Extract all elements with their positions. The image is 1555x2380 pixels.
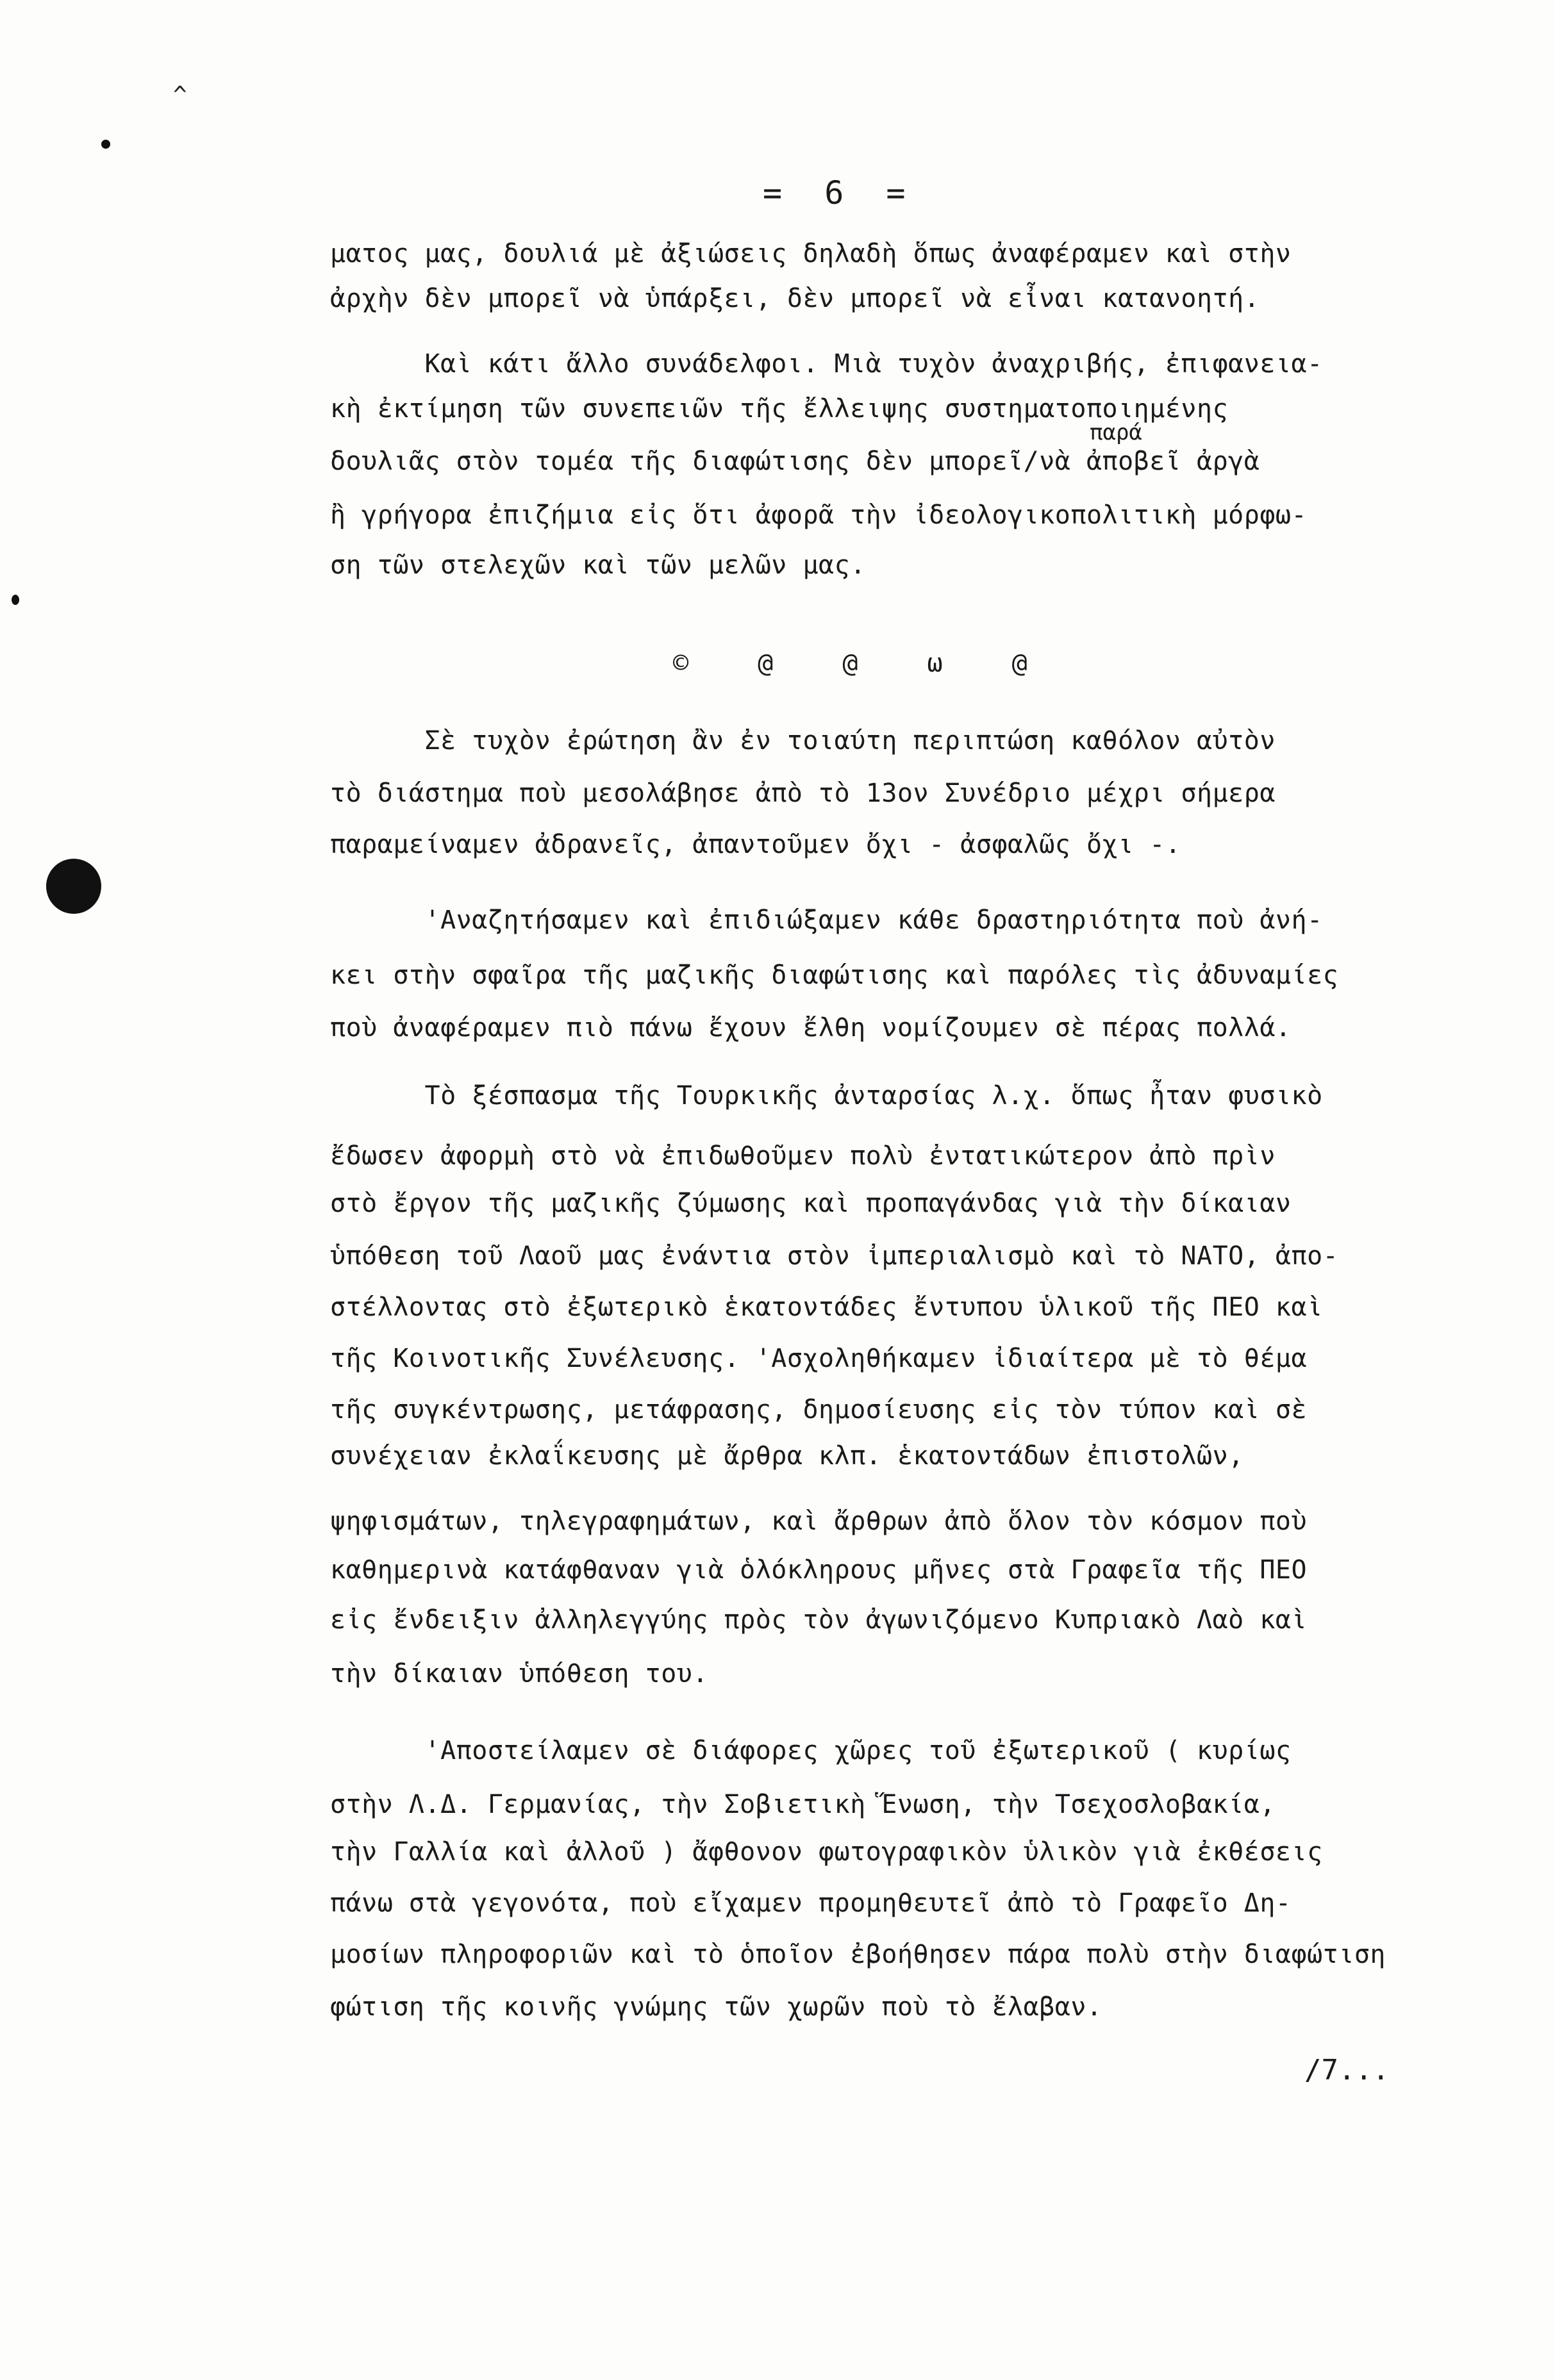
text-line: τὴν δίκαιαν ὑπόθεση του. [330, 1659, 708, 1689]
text-line: ἔδωσεν ἀφορμὴ στὸ νὰ ἐπιδωθοῦμεν πολὺ ἐντατικώτερον ἀπὸ πρὶν [330, 1141, 1276, 1171]
text-line: ποὺ ἀναφέραμεν πιὸ πάνω ἔχουν ἔλθη νομίζουμεν σὲ πέρας πολλά. [330, 1013, 1292, 1043]
scan-dot [12, 595, 19, 605]
punch-hole-large [46, 859, 101, 914]
scan-dot [101, 140, 110, 149]
text-line: στὸ ἔργον τῆς μαζικῆς ζύμωσης καὶ προπαγάνδας γιὰ τὴν δίκαιαν [330, 1189, 1292, 1218]
text-line: ἢ γρήγορα ἐπιζήμια εἰς ὅτι ἀφορᾶ τὴν ἰδεολογικοπολιτικὴ μόρφω- [330, 500, 1308, 530]
text-line: τῆς συγκέντρωσης, μετάφρασης, δημοσίευσης εἰς τὸν τύπον καὶ σὲ [330, 1395, 1308, 1425]
text-line: κει στὴν σφαῖρα τῆς μαζικῆς διαφώτισης καὶ παρόλες τὶς ἀδυναμίες [330, 961, 1339, 990]
page-continuation: /7... [1304, 2054, 1390, 2087]
text-line: τὴν Γαλλία καὶ ἀλλοῦ ) ἄφθονον φωτογραφικὸν ὑλικὸν γιὰ ἐκθέσεις [330, 1837, 1323, 1867]
handwritten-insertion: παρά [1090, 420, 1142, 445]
text-line: καθημερινὰ κατάφθαναν γιὰ ὁλόκληρους μῆνες στὰ Γραφεῖα τῆς ΠΕΟ [330, 1555, 1308, 1585]
text-line: ση τῶν στελεχῶν καὶ τῶν μελῶν μας. [330, 550, 866, 580]
text-line: ἀρχὴν δὲν μπορεῖ νὰ ὑπάρξει, δὲν μπορεῖ νὰ εἶναι κατανοητή. [330, 284, 1260, 313]
text-line: 'Αναζητήσαμεν καὶ ἐπιδιώξαμεν κάθε δραστηριότητα ποὺ ἀνή- [330, 905, 1323, 935]
text-line: ψηφισμάτων, τηλεγραφημάτων, καὶ ἄρθρων ἀπὸ ὅλον τὸν κόσμον ποὺ [330, 1507, 1308, 1536]
caret-mark: ^ [173, 82, 187, 108]
text-line: Σὲ τυχὸν ἐρώτηση ἂν ἐν τοιαύτη περιπτώση καθόλον αὐτὸν [330, 726, 1276, 756]
text-line: τῆς Κοινοτικῆς Συνέλευσης. 'Ασχοληθήκαμεν ἰδιαίτερα μὲ τὸ θέμα [330, 1344, 1308, 1373]
text-line: συνέχειαν ἐκλαΐκευσης μὲ ἄρθρα κλπ. ἑκατοντάδων ἐπιστολῶν, [330, 1441, 1244, 1471]
text-line: Καὶ κάτι ἄλλο συνάδελφοι. Μιὰ τυχὸν ἀναχριβής, ἐπιφανεια- [330, 349, 1323, 379]
page-number: = 6 = [763, 174, 917, 211]
text-line: μοσίων πληροφοριῶν καὶ τὸ ὁποῖον ἐβοήθησεν πάρα πολὺ στὴν διαφώτιση [330, 1940, 1386, 1969]
text-line: πάνω στὰ γεγονότα, ποὺ εἴχαμεν προμηθευτεῖ ἀπὸ τὸ Γραφεῖο Δη- [330, 1888, 1292, 1918]
text-line: παραμείναμεν ἀδρανεῖς, ἀπαντοῦμεν ὄχι - ἀσφαλῶς ὄχι -. [330, 830, 1181, 859]
text-line: στὴν Λ.Δ. Γερμανίας, τὴν Σοβιετικὴ Ἕνωση, τὴν Τσεχοσλοβακία, [330, 1790, 1276, 1819]
text-line: κὴ ἐκτίμηση τῶν συνεπειῶν τῆς ἔλλειψης συστηματοποιημένης [330, 394, 1229, 424]
section-separator: © @ @ ω @ [673, 649, 1054, 678]
text-line: εἰς ἔνδειξιν ἀλληλεγγύης πρὸς τὸν ἀγωνιζόμενο Κυπριακὸ Λαὸ καὶ [330, 1605, 1308, 1635]
text-line: ματος μας, δουλιά μὲ ἀξιώσεις δηλαδὴ ὅπως ἀναφέραμεν καὶ στὴν [330, 239, 1292, 269]
text-line: ὑπόθεση τοῦ Λαοῦ μας ἐνάντια στὸν ἰμπεριαλισμὸ καὶ τὸ ΝΑΤΟ, ἀπο- [330, 1241, 1339, 1271]
text-line: Τὸ ξέσπασμα τῆς Τουρκικῆς ἀνταρσίας λ.χ. ὅπως ἦταν φυσικὸ [330, 1081, 1323, 1111]
text-line: τὸ διάστημα ποὺ μεσολάβησε ἀπὸ τὸ 13ον Συνέδριο μέχρι σήμερα [330, 779, 1276, 808]
text-line: φώτιση τῆς κοινῆς γνώμης τῶν χωρῶν ποὺ τὸ ἔλαβαν. [330, 1992, 1102, 2022]
text-line: 'Αποστείλαμεν σὲ διάφορες χῶρες τοῦ ἐξωτερικοῦ ( κυρίως [330, 1736, 1292, 1765]
text-line: δουλιᾶς στὸν τομέα τῆς διαφώτισης δὲν μπορεῖ/νὰ ἀποβεῖ ἀργὰ [330, 447, 1260, 476]
text-line: στέλλοντας στὸ ἐξωτερικὸ ἑκατοντάδες ἔντυπου ὑλικοῦ τῆς ΠΕΟ καὶ [330, 1293, 1323, 1322]
